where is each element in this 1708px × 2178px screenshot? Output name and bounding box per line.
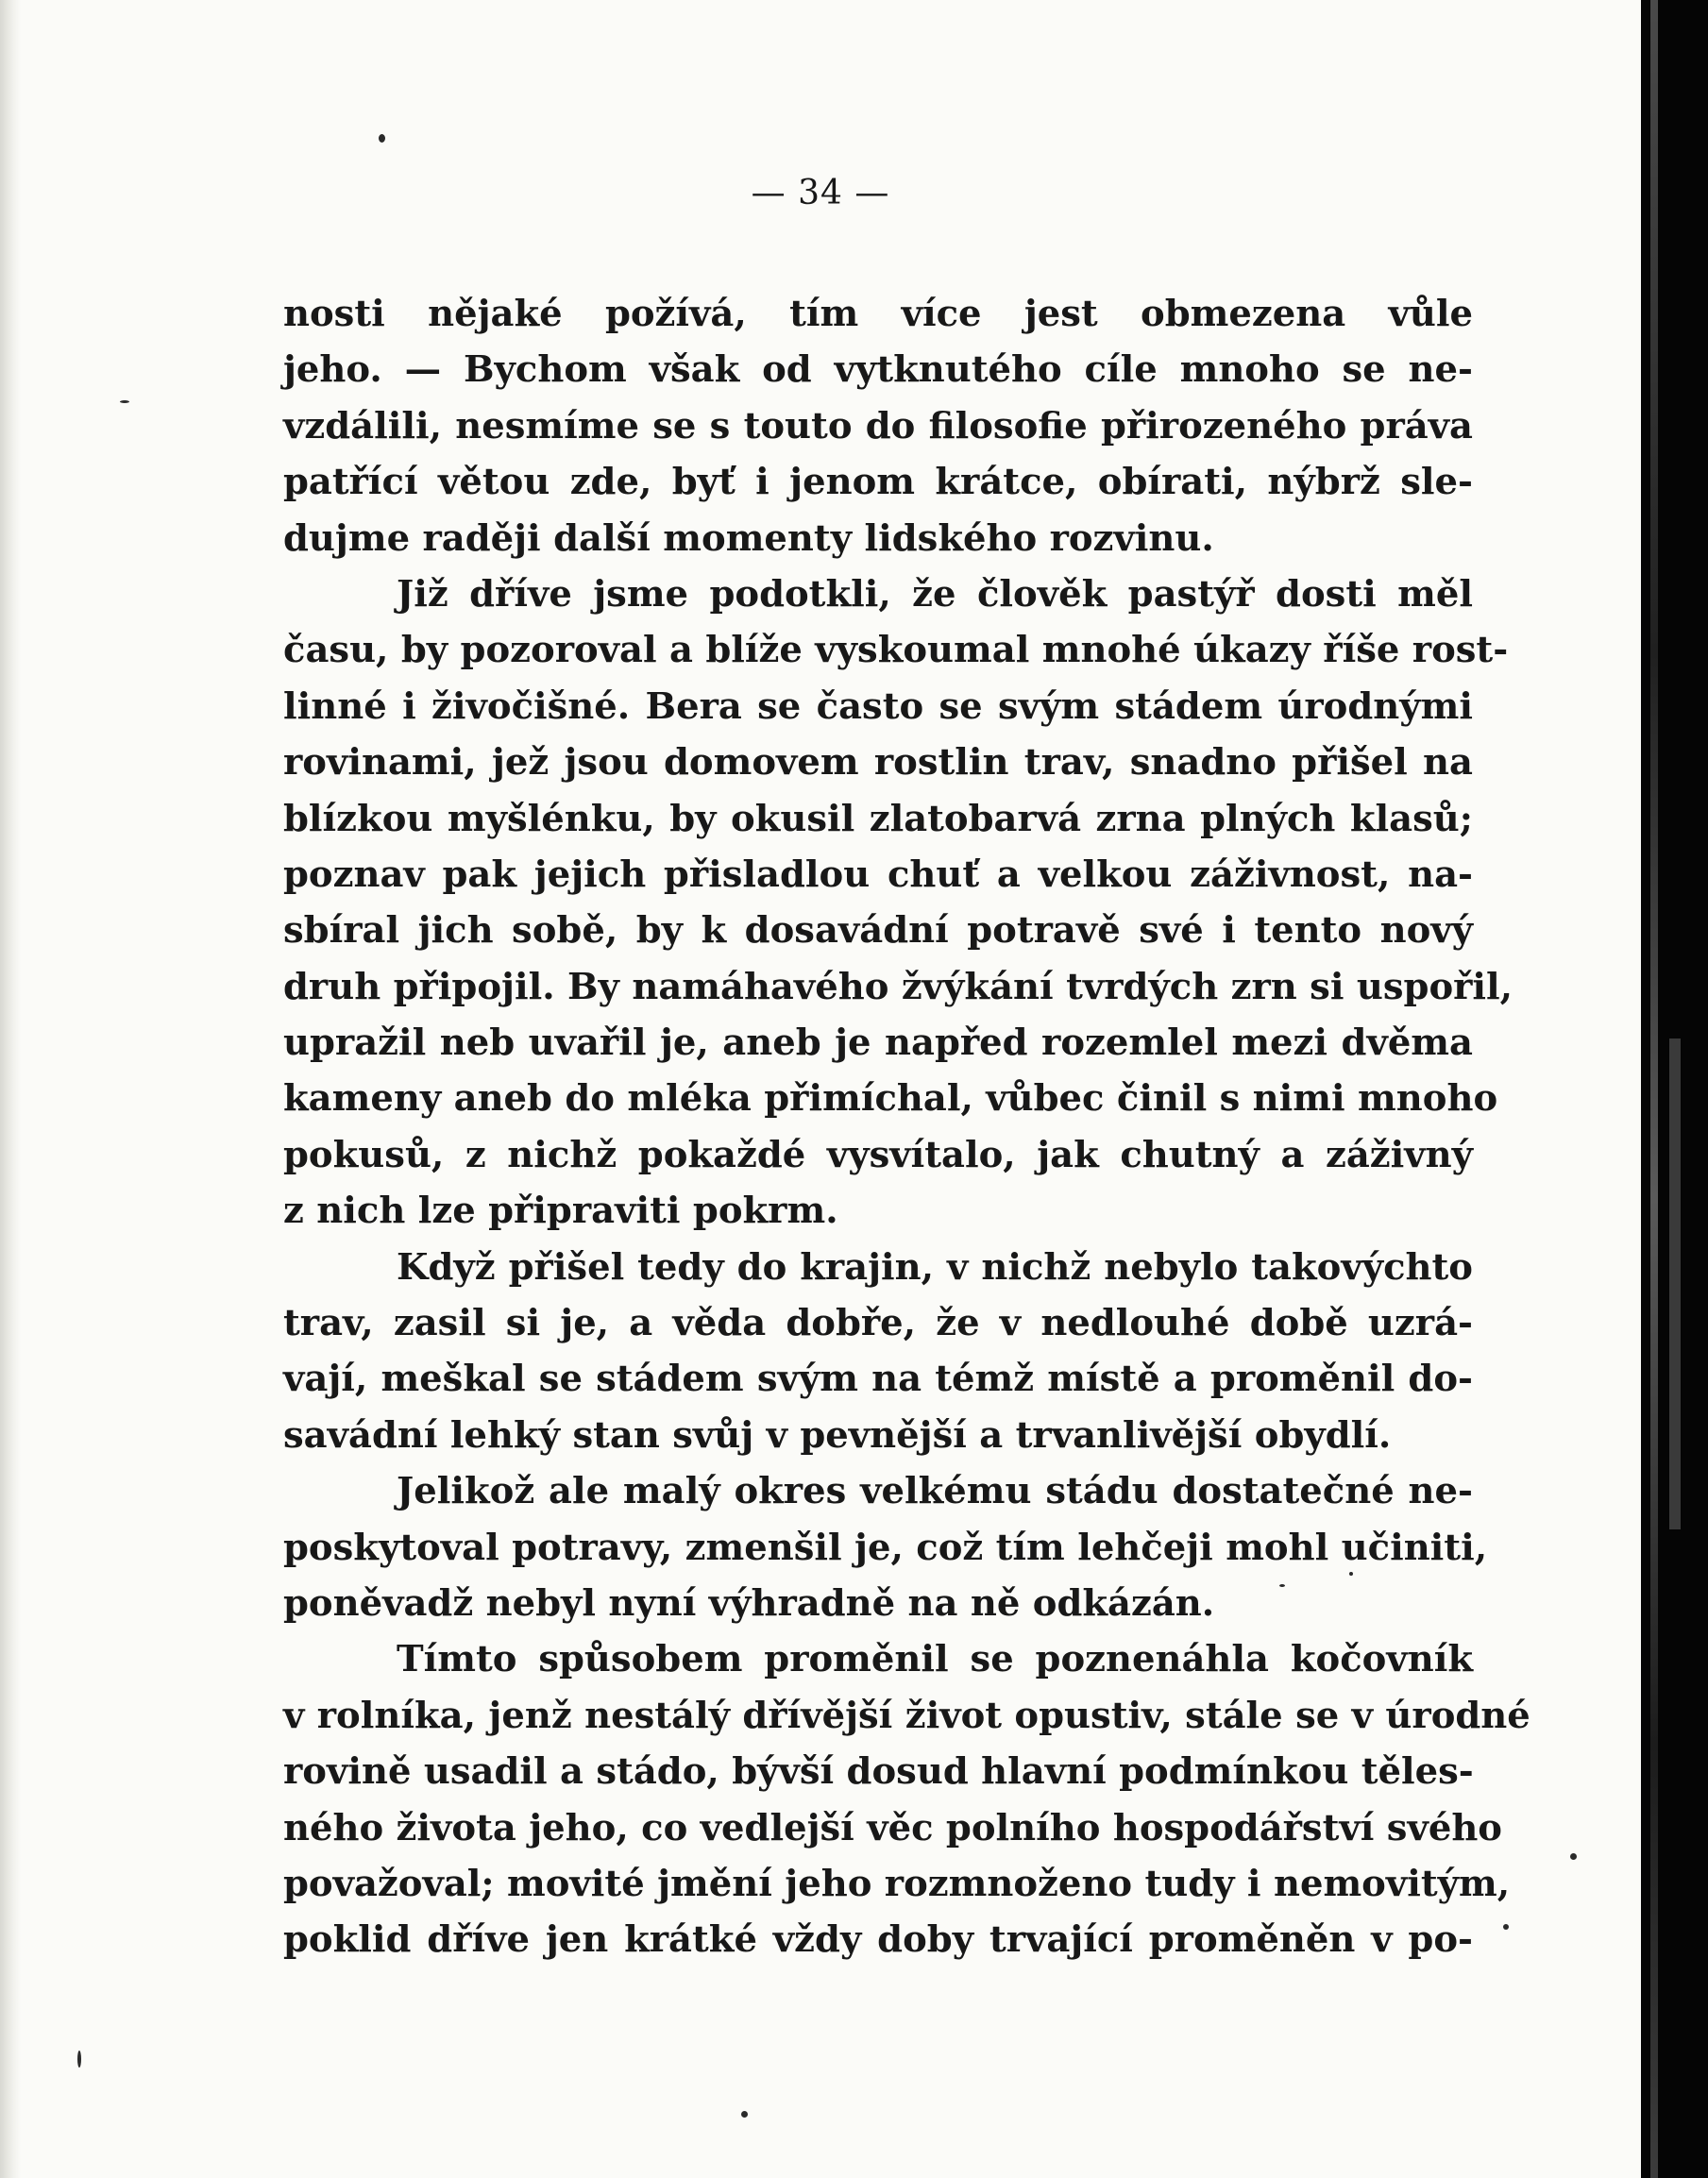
body-text [283, 286, 1530, 1968]
text-line: dujme raději další momenty lidského rozvinu. [283, 516, 1214, 560]
paragraph-start-line: Jelikož ale malý okres velkému stádu dostatečné ne- [397, 1470, 1473, 1513]
text-line: poskytoval potravy, zmenšil je, což tím lehčeji mohl učiniti, [283, 1526, 1488, 1569]
text-line: rovinami, jež jsou domovem rostlin trav, snadno přišel na [283, 741, 1473, 785]
text-line: sbíral jich sobě, by k dosavádní potravě své i tento nový [283, 909, 1473, 953]
paragraph-start-line: Když přišel tedy do krajin, v nichž nebylo takovýchto [397, 1245, 1473, 1289]
book-edge-shadow [1641, 0, 1708, 2178]
ink-speck [741, 2111, 748, 2118]
ink-speck [1279, 1584, 1285, 1587]
text-line: vzdálili, nesmíme se s touto do filosofie přirozeného práva [283, 404, 1473, 447]
ink-speck [1503, 1924, 1509, 1930]
ink-speck [1349, 1572, 1353, 1576]
ink-speck [379, 134, 385, 143]
paragraph-start-line: Tímto spůsobem proměnil se poznenáhla kočovník [397, 1638, 1473, 1681]
text-line: linné i živočišné. Bera se často se svým stádem úrodnými [283, 684, 1473, 728]
text-line: vají, meškal se stádem svým na témž místě a proměnil do- [283, 1358, 1473, 1401]
text-line: poznav pak jejich přisladlou chuť a velkou záživnost, na- [283, 853, 1473, 896]
text-line: považoval; movité jmění jeho rozmnoženo tudy i nemovitým, [283, 1862, 1511, 1905]
ink-speck [77, 2051, 81, 2068]
text-line: pokusů, z nichž pokaždé vysvítalo, jak chutný a záživný [283, 1133, 1473, 1176]
text-line: poklid dříve jen krátké vždy doby trvající proměněn v po- [283, 1918, 1473, 1962]
text-line: ného života jeho, co vedlejší věc polního hospodářství svého [283, 1806, 1502, 1849]
text-line: savádní lehký stan svůj v pevnější a trvanlivější obydlí. [283, 1413, 1392, 1457]
ink-speck [1570, 1853, 1577, 1860]
text-line: trav, zasil si je, a věda dobře, že v nedlouhé době uzrá- [283, 1302, 1473, 1345]
text-line: jeho. — Bychom však od vytknutého cíle mnoho se ne- [283, 348, 1473, 392]
ink-speck [120, 400, 129, 403]
text-line: z nich lze připraviti pokrm. [283, 1190, 838, 1233]
text-line: druh připojil. By namáhavého žvýkání tvrdých zrn si uspořil, [283, 965, 1514, 1008]
paragraph-start-line: Již dříve jsme podotkli, že člověk pastýř dosti měl [397, 572, 1473, 616]
page-number: — 34 — [751, 174, 890, 212]
text-line: upražil neb uvařil je, aneb je napřed rozemlel mezi dvěma [283, 1021, 1473, 1065]
text-line: rovině usadil a stádo, bývší dosud hlavní podmínkou těles- [283, 1750, 1474, 1794]
text-line: času, by pozoroval a blíže vyskoumal mnohé úkazy říše rost- [283, 629, 1509, 672]
text-line: patřící větou zde, byť i jenom krátce, obírati, nýbrž sle- [283, 461, 1473, 504]
page-gutter-shadow [0, 0, 21, 2178]
text-line: nosti nějaké požívá, tím více jest obmezena vůle [283, 293, 1473, 335]
page-edge-strip [1669, 1038, 1681, 1529]
text-line: kameny aneb do mléka přimíchal, vůbec činil s nimi mnoho [283, 1077, 1498, 1121]
text-line: v rolníka, jenž nestálý dřívější život opustiv, stále se v úrodné [283, 1694, 1530, 1737]
text-line: poněvadž nebyl nyní výhradně na ně odkázán. [283, 1581, 1215, 1625]
page-edge-strip [1650, 0, 1658, 2178]
text-line: blízkou myšlénku, by okusil zlatobarvá zrna plných klasů; [283, 797, 1473, 840]
